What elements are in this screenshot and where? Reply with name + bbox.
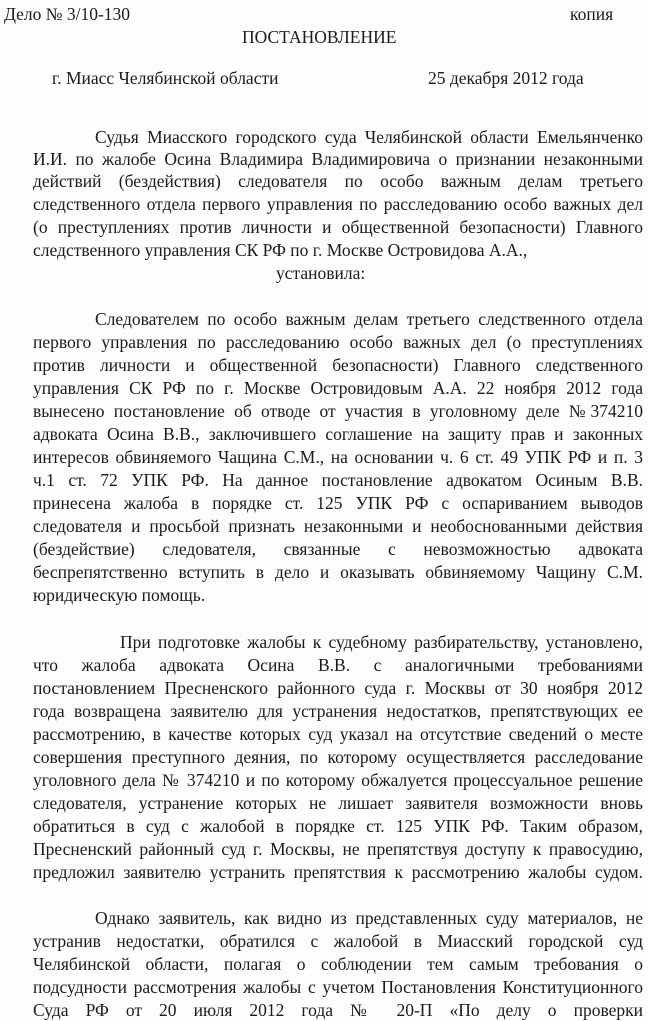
paragraph-line: подсудности рассмотрения жалобы с учетом Постановления Конституционного [33,977,643,997]
paragraph-line: ч.1 ст. 72 УПК РФ. На данное постановление адвокатом Осиным В.В. [33,470,643,490]
paragraph-line: совершения преступного деяния, по которому осуществляется расследование [33,747,643,767]
paragraph-line: уголовного дела № 374210 и по которому обжалуется процессуальное решение [33,770,643,790]
paragraph-line: предложил заявителю устранить препятствия к рассмотрению жалобы судом. [33,862,643,882]
paragraph-line: против личности и общественной безопасности) Главного следственного [33,355,643,375]
paragraph-line: Следователем по особо важным делам третьего следственного отдела [95,309,643,329]
paragraph-line: рассмотрению, в качестве которых суд указал на отсутствие сведений о месте [33,724,643,744]
date: 25 декабря 2012 года [428,68,584,88]
paragraph-line: беспрепятственно вступить в дело и оказывать обвиняемому Чащину С.М. [33,562,643,582]
case-number: Дело № 3/10-130 [4,4,131,24]
paragraph-line: Челябинской области, полагая о соблюдении тем самым требования о [33,954,643,974]
paragraph-line: следователя и просьбой признать незаконными и необоснованными действия [33,516,643,536]
paragraph-line: первого управления по расследованию особо важных дел (о преступлениях [33,332,643,352]
paragraph-line: юридическую помощь. [33,585,206,605]
paragraph-line: При подготовке жалобы к судебному разбирательству, установлено, [120,632,643,652]
established-heading: установила: [276,263,366,283]
intro-line: И.И. по жалобе Осина Владимира Владимировича о признании незаконными [33,149,643,169]
paragraph-line: принесена жалоба в порядке ст. 125 УПК РФ с оспариванием выводов [33,493,643,513]
paragraph-line: Суда РФ от 20 июля 2012 года № 20-П «По делу о проверки [33,1000,643,1020]
paragraph-line: Однако заявитель, как видно из представленных суду материалов, не [95,908,643,928]
intro-line: следственного отдела первого управления по расследованию особо важных дел [33,194,643,214]
paragraph-line: устранив недостатки, обратился с жалобой в Миасский городской суд [33,931,643,951]
paragraph-line: интересов обвиняемого Чащина С.М., на основании ч. 6 ст. 49 УПК РФ и п. 3 [33,447,643,467]
paragraph-line: обратиться в суд с жалобой в порядке ст. 125 УПК РФ. Таким образом, [33,816,643,836]
copy-label: копия [570,4,614,24]
paragraph-line: адвоката Осина В.В., заключившего соглашение на защиту прав и законных [33,424,643,444]
paragraph-line: года возвращена заявителю для устранения недостатков, препятствующих ее [33,701,643,721]
paragraph-line: следователя, устранение которых не лишает заявителя возможности вновь [33,793,643,813]
intro-line: Судья Миасского городского суда Челябинской области Емельянченко [95,127,643,147]
paragraph-line: (бездействие) следователя, связанные с невозможностью адвоката [33,539,643,559]
paragraph-line: управления СК РФ по г. Москве Островидовым А.А. 22 ноября 2012 года [33,378,643,398]
paragraph-line: вынесено постановление об отводе от участия в уголовному деле №374210 [33,401,643,421]
paragraph-line: постановлением Пресненского районного суда г. Москвы от 30 ноября 2012 [33,678,643,698]
document-title: ПОСТАНОВЛЕНИЕ [242,27,397,47]
place: г. Миасс Челябинской области [52,68,279,88]
paragraph-line: что жалоба адвоката Осина В.В. с аналогичными требованиями [33,655,643,675]
intro-line: следственного управления СК РФ по г. Москве Островидова А.А., [33,240,528,260]
intro-line: действий (бездействия) следователя по особо важным делам третьего [33,171,643,191]
intro-line: (о преступлениях против личности и общественной безопасности) Главного [33,217,643,237]
paragraph-line: Пресненский районный суд г. Москвы, не препятствуя доступу к правосудию, [33,839,643,859]
